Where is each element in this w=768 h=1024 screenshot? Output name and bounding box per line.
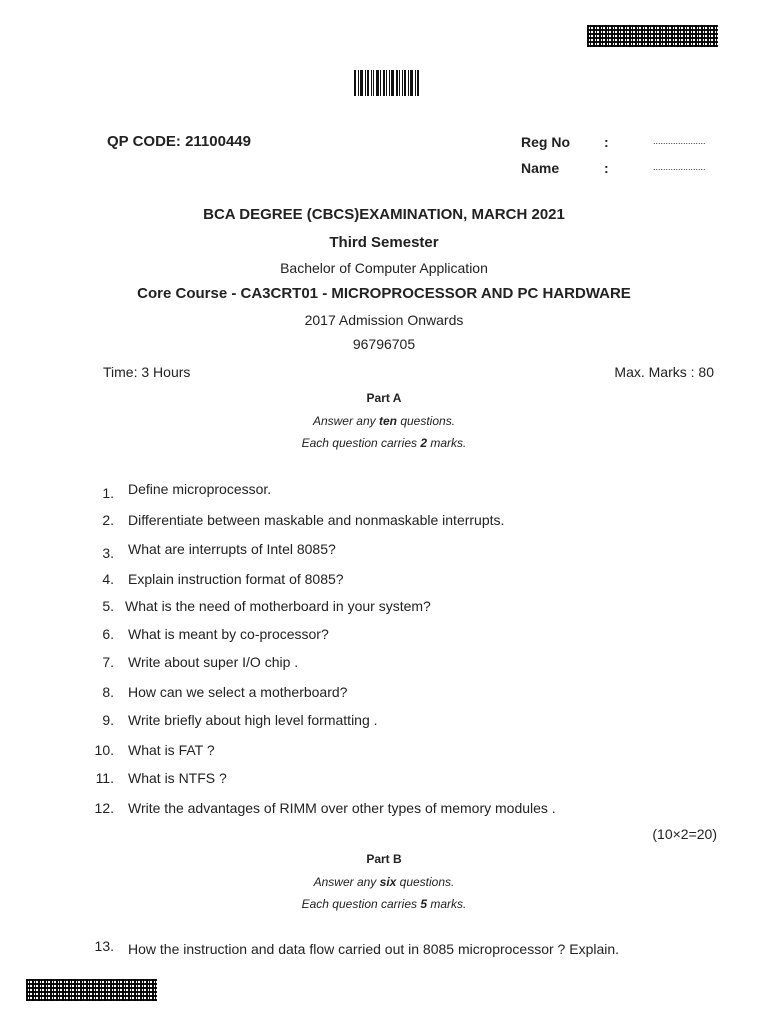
time-label: Time: 3 Hours [103,364,191,380]
question-text: Define microprocessor. [128,481,272,497]
question-number: 13. [94,938,114,954]
instr-bold: six [379,875,397,889]
question-text: How the instruction and data flow carried out in 8085 microprocessor ? Explain. [128,941,620,957]
exam-title: BCA DEGREE (CBCS)EXAMINATION, MARCH 2021 [203,206,565,223]
question-text: What is the need of motherboard in your system? [125,598,431,614]
question-text: Write briefly about high level formatting . [128,712,378,728]
instr-text: marks. [427,897,467,911]
bottom-left-barcode [26,979,157,1001]
question-text: Explain instruction format of 8085? [128,571,344,587]
instr-text: questions. [396,875,455,889]
part-b-instruction-1 [0,875,768,889]
question-number: 10. [94,742,114,758]
top-right-barcode [587,25,718,47]
part-a-title: Part A [366,391,402,405]
program: Bachelor of Computer Application [280,260,488,276]
instr-text: marks. [427,436,467,450]
question-number: 6. [102,626,114,642]
reg-no-colon: : [604,134,609,150]
instr-text: Answer any [313,875,380,889]
instr-text: Each question carries [301,897,421,911]
part-b-instruction-2 [0,897,768,911]
question-text: What is NTFS ? [128,770,227,786]
question-text: Differentiate between maskable and nonmaskable interrupts. [128,512,505,528]
question-number: 8. [102,684,114,700]
reg-no-label: Reg No [521,134,570,150]
question-number: 7. [102,654,114,670]
name-blank: ..................... [653,162,706,172]
question-number: 1. [102,485,114,501]
question-number: 9. [102,712,114,728]
instr-bold: 2 [420,436,428,450]
course-title: Core Course - CA3CRT01 - MICROPROCESSOR AND PC HARDWARE [137,285,631,302]
reg-no-blank: ..................... [653,136,706,146]
question-text: What is meant by co-processor? [128,626,329,642]
part-a-instruction-2 [0,436,768,450]
question-text: How can we select a motherboard? [128,684,348,700]
name-colon: : [604,160,609,176]
top-center-barcode [354,70,430,96]
question-number: 3. [102,545,114,561]
part-a-marks-total: (10×2=20) [652,826,717,842]
question-number: 12. [94,800,114,816]
paper-id: 96796705 [352,336,416,352]
question-text: Write about super I/O chip . [128,654,299,670]
part-a-instruction-1 [0,414,768,428]
instr-bold: 5 [420,897,428,911]
instr-text: questions. [396,414,456,428]
qp-code: QP CODE: 21100449 [107,133,251,150]
max-marks: Max. Marks : 80 [614,364,714,380]
question-number: 2. [102,512,114,528]
part-b-title: Part B [366,852,402,866]
admission: 2017 Admission Onwards [304,312,464,328]
instr-text: Each question carries [301,436,421,450]
question-number: 5. [102,598,114,614]
question-text: What are interrupts of Intel 8085? [128,541,336,557]
semester: Third Semester [329,234,439,251]
instr-text: Answer any [312,414,379,428]
question-number: 4. [102,571,114,587]
instr-bold: ten [378,414,397,428]
question-text: Write the advantages of RIMM over other types of memory modules . [128,800,556,816]
name-label: Name [521,160,560,176]
question-number: 11. [95,770,114,786]
question-text: What is FAT ? [128,742,215,758]
